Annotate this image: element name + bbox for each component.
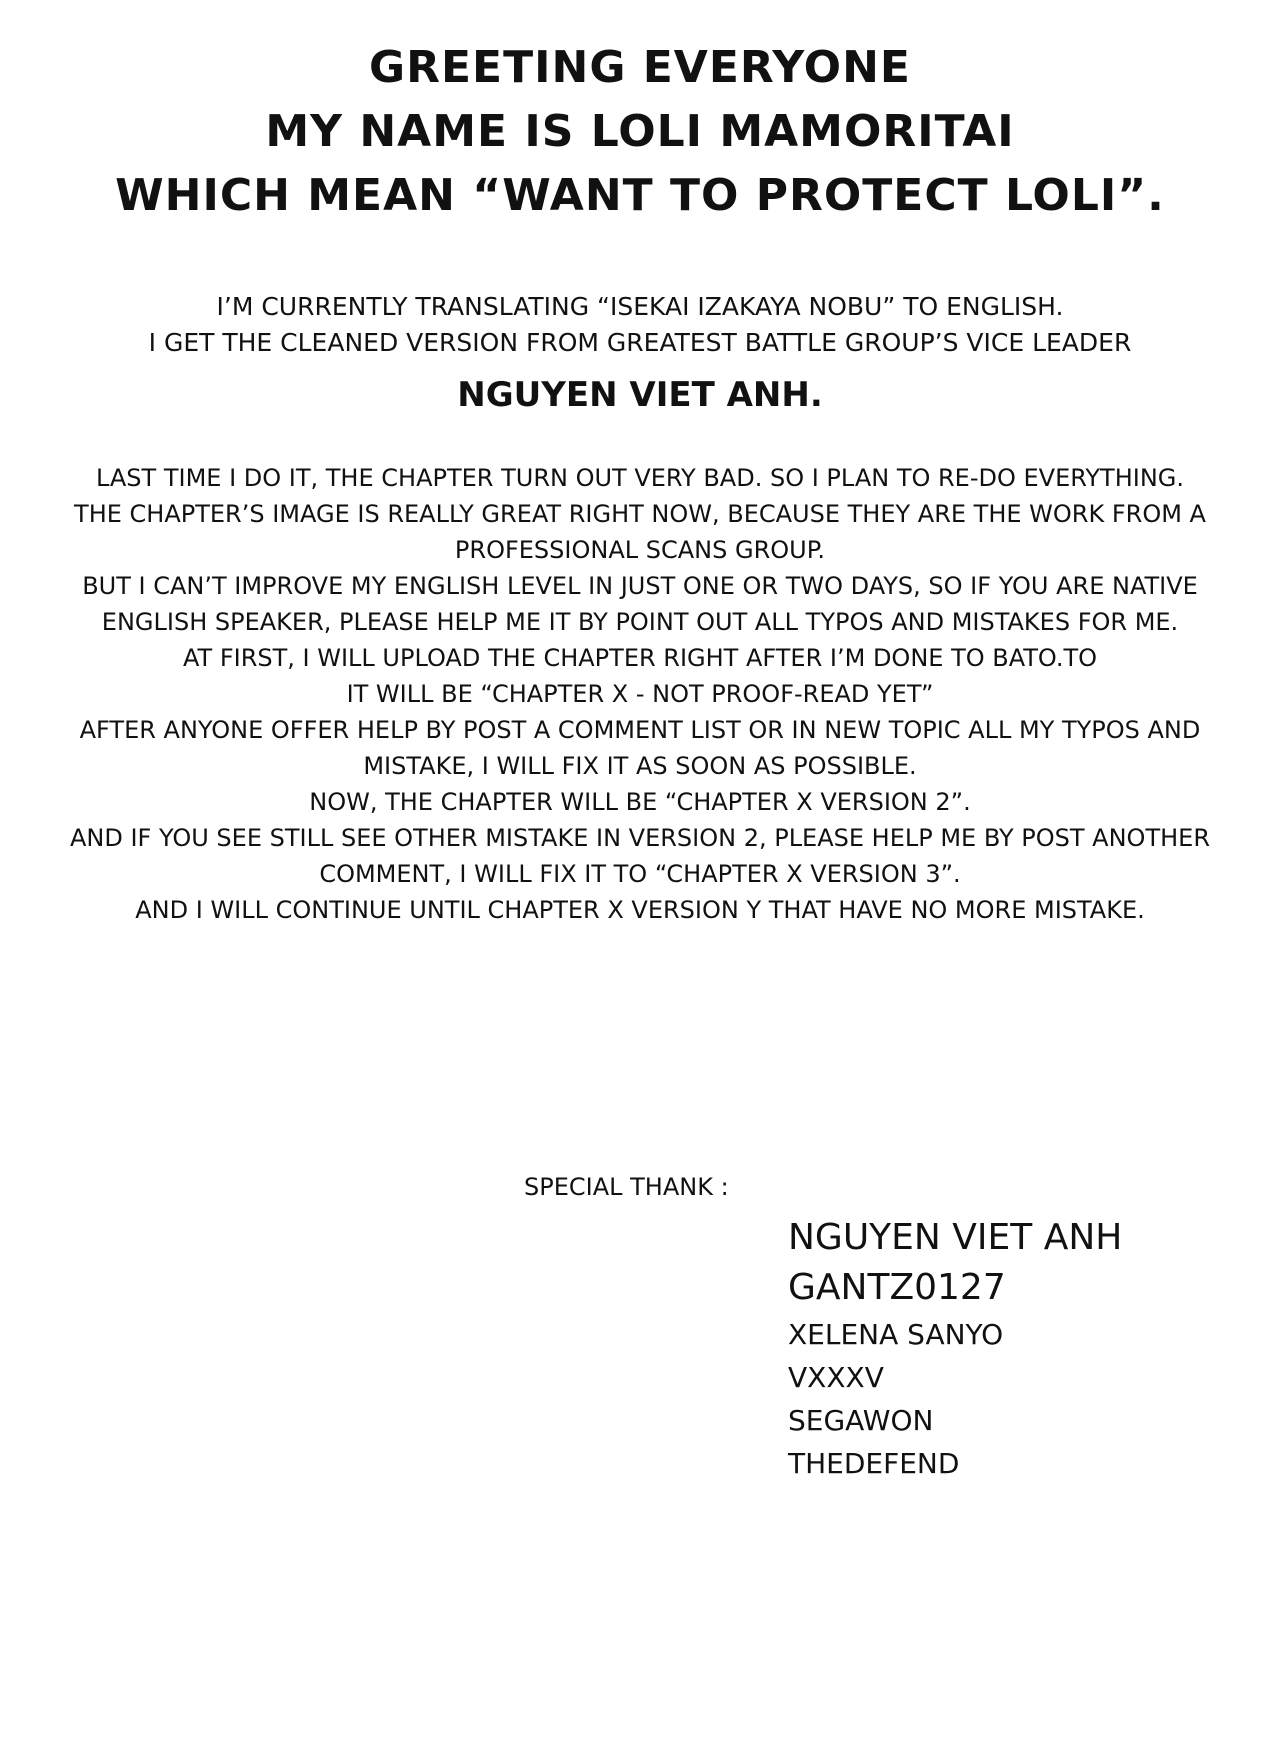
greeting-title <box>0 36 1280 228</box>
thanks-name: XELENA SANYO <box>788 1318 1004 1351</box>
message-line: AND I WILL CONTINUE UNTIL CHAPTER X VERSION Y THAT HAVE NO MORE MISTAKE. <box>135 896 1145 924</box>
special-thanks-heading: SPECIAL THANK : <box>524 1173 729 1201</box>
message-line: BUT I CAN’T IMPROVE MY ENGLISH LEVEL IN JUST ONE OR TWO DAYS, SO IF YOU ARE NATIVE <box>82 572 1198 600</box>
message-line: THE CHAPTER’S IMAGE IS REALLY GREAT RIGHT NOW, BECAUSE THEY ARE THE WORK FROM A <box>74 500 1206 528</box>
message-line: AND IF YOU SEE STILL SEE OTHER MISTAKE IN VERSION 2, PLEASE HELP ME BY POST ANOTHER <box>70 824 1210 852</box>
thanks-name: THEDEFEND <box>788 1447 960 1480</box>
message-line: LAST TIME I DO IT, THE CHAPTER TURN OUT VERY BAD. SO I PLAN TO RE-DO EVERYTHING. <box>95 464 1185 492</box>
thanks-name: VXXXV <box>788 1361 884 1394</box>
message-line: AT FIRST, I WILL UPLOAD THE CHAPTER RIGHT AFTER I’M DONE TO BATO.TO <box>182 644 1098 672</box>
message-line: ENGLISH SPEAKER, PLEASE HELP ME IT BY POINT OUT ALL TYPOS AND MISTAKES FOR ME. <box>101 608 1179 636</box>
message-line: AFTER ANYONE OFFER HELP BY POST A COMMENT LIST OR IN NEW TOPIC ALL MY TYPOS AND <box>79 716 1201 744</box>
message-line: MISTAKE, I WILL FIX IT AS SOON AS POSSIBLE. <box>363 752 917 780</box>
title-line: MY NAME IS LOLI MAMORITAI <box>265 106 1015 157</box>
thanks-name: NGUYEN VIET ANH <box>788 1217 1123 1258</box>
thanks-name: SEGAWON <box>788 1404 934 1437</box>
special-thanks-list <box>788 1213 1248 1485</box>
message-line: NOW, THE CHAPTER WILL BE “CHAPTER X VERSION 2”. <box>309 788 971 816</box>
message-line: IT WILL BE “CHAPTER X - NOT PROOF-READ YET” <box>346 680 934 708</box>
thanks-name: GANTZ0127 <box>788 1267 1006 1308</box>
title-line: WHICH MEAN “WANT TO PROTECT LOLI”. <box>115 170 1165 221</box>
message-paragraph <box>0 460 1280 928</box>
intro-line: I’M CURRENTLY TRANSLATING “ISEKAI IZAKAYA NOBU” TO ENGLISH. <box>216 292 1064 321</box>
message-line: PROFESSIONAL SCANS GROUP. <box>454 536 826 564</box>
title-line: GREETING EVERYONE <box>369 42 911 93</box>
message-line: COMMENT, I WILL FIX IT TO “CHAPTER X VERSION 3”. <box>319 860 961 888</box>
cleaner-name: NGUYEN VIET ANH. <box>457 375 823 415</box>
intro-paragraph <box>0 289 1280 361</box>
intro-line: I GET THE CLEANED VERSION FROM GREATEST BATTLE GROUP’S VICE LEADER <box>148 328 1132 357</box>
